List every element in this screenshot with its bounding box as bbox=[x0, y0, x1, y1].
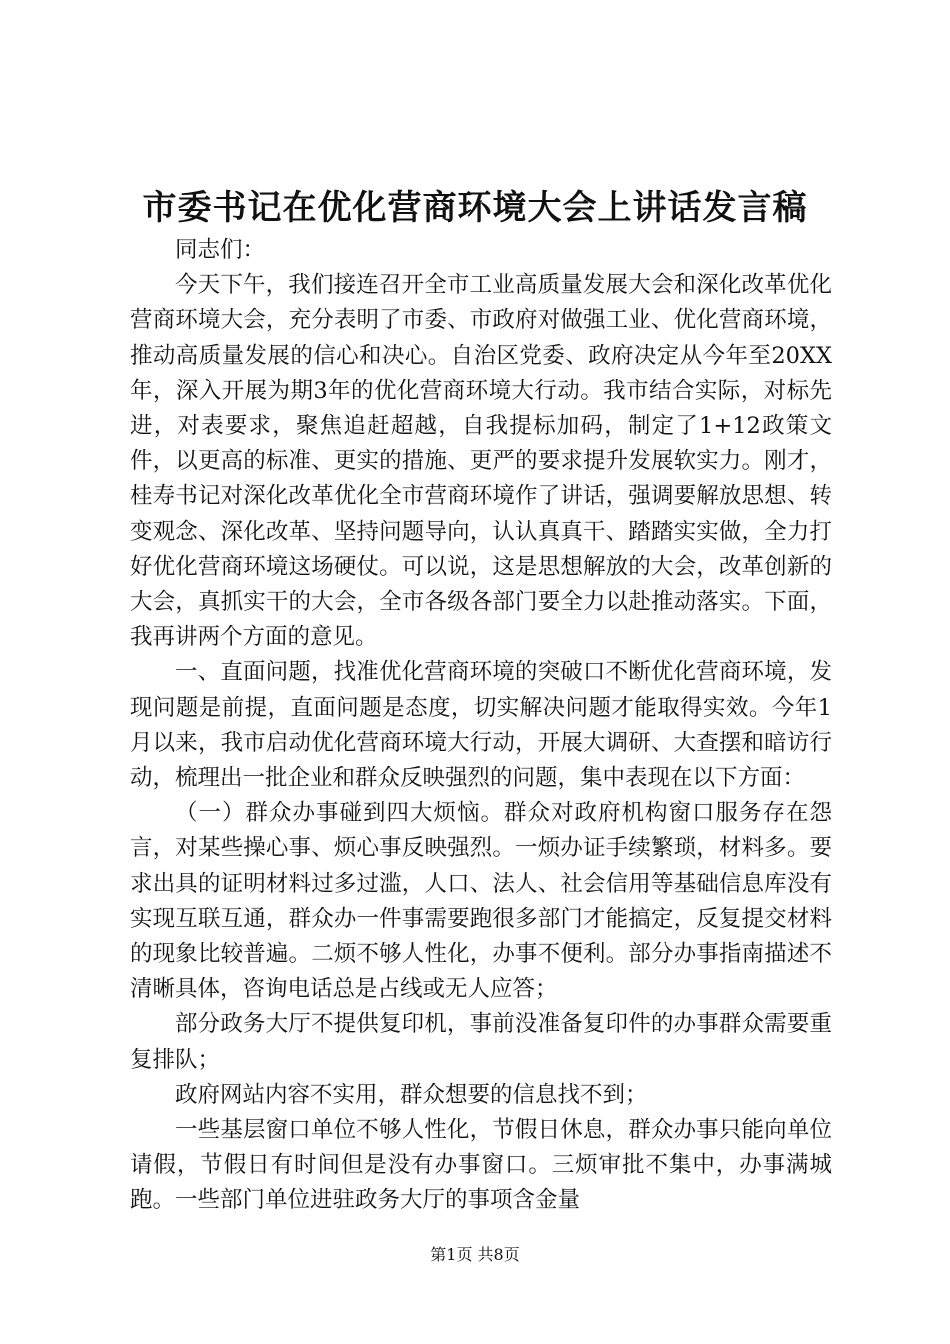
body-paragraph: 一些基层窗口单位不够人性化，节假日休息，群众办事只能向单位请假，节假日有时间但是没有办事窗口。三烦审批不集中，办事满城跑。一些部门单位进驻政务大厅的事项含金量 bbox=[130, 1117, 832, 1214]
body-paragraph: 今天下午，我们接连召开全市工业高质量发展大会和深化改革优化营商环境大会，充分表明了市委、市政府对做强工业、优化营商环境，推动高质量发展的信心和决心。自治区党委、政府决定从今年至20XX年，深入开展为期3年的优化营商环境大行动。我市结合实际，对标先进，对表要求，聚焦追赶超越，自我提标加码，制定了1+12政策文件，以更高的标准、更实的措施、更严的要求提升发展软实力。刚才，桂寿书记对深化改革优化全市营商环境作了讲话，强调要解放思想、转变观念、深化改革、坚持问题导向，认认真真干、踏踏实实做，全力打好优化营商环境这场硬仗。可以说，这是思想解放的大会，改革创新的大会，真抓实干的大会，全市各级各部门要全力以赴推动落实。下面，我再讲两个方面的意见。 bbox=[130, 272, 832, 651]
page-number-footer: 第1页 共8页 bbox=[430, 1245, 520, 1264]
document-body bbox=[130, 233, 832, 1219]
document-title: 市委书记在优化营商环境大会上讲话发言稿 bbox=[142, 188, 808, 228]
body-paragraph: 政府网站内容不实用，群众想要的信息找不到； bbox=[175, 1081, 648, 1108]
body-paragraph: 部分政务大厅不提供复印机，事前没准备复印件的办事群众需要重复排队； bbox=[130, 1011, 832, 1073]
body-paragraph: 一、直面问题，找准优化营商环境的突破口不断优化营商环境，发现问题是前提，直面问题是态度，切实解决问题才能取得实效。今年1月以来，我市启动优化营商环境大行动，开展大调研、大查摆和暗访行动，梳理出一批企业和群众反映强烈的问题，集中表现在以下方面： bbox=[130, 659, 832, 792]
body-paragraph: （一）群众办事碰到四大烦恼。群众对政府机构窗口服务存在怨言，对某些操心事、烦心事反映强烈。一烦办证手续繁琐，材料多。要求出具的证明材料过多过滥，人口、法人、社会信用等基础信息库没有实现互联互通，群众办一件事需要跑很多部门才能搞定，反复提交材料的现象比较普遍。二烦不够人性化，办事不便利。部分办事指南描述不清晰具体，咨询电话总是占线或无人应答； bbox=[130, 800, 832, 1003]
salutation-paragraph: 同志们： bbox=[175, 237, 266, 263]
